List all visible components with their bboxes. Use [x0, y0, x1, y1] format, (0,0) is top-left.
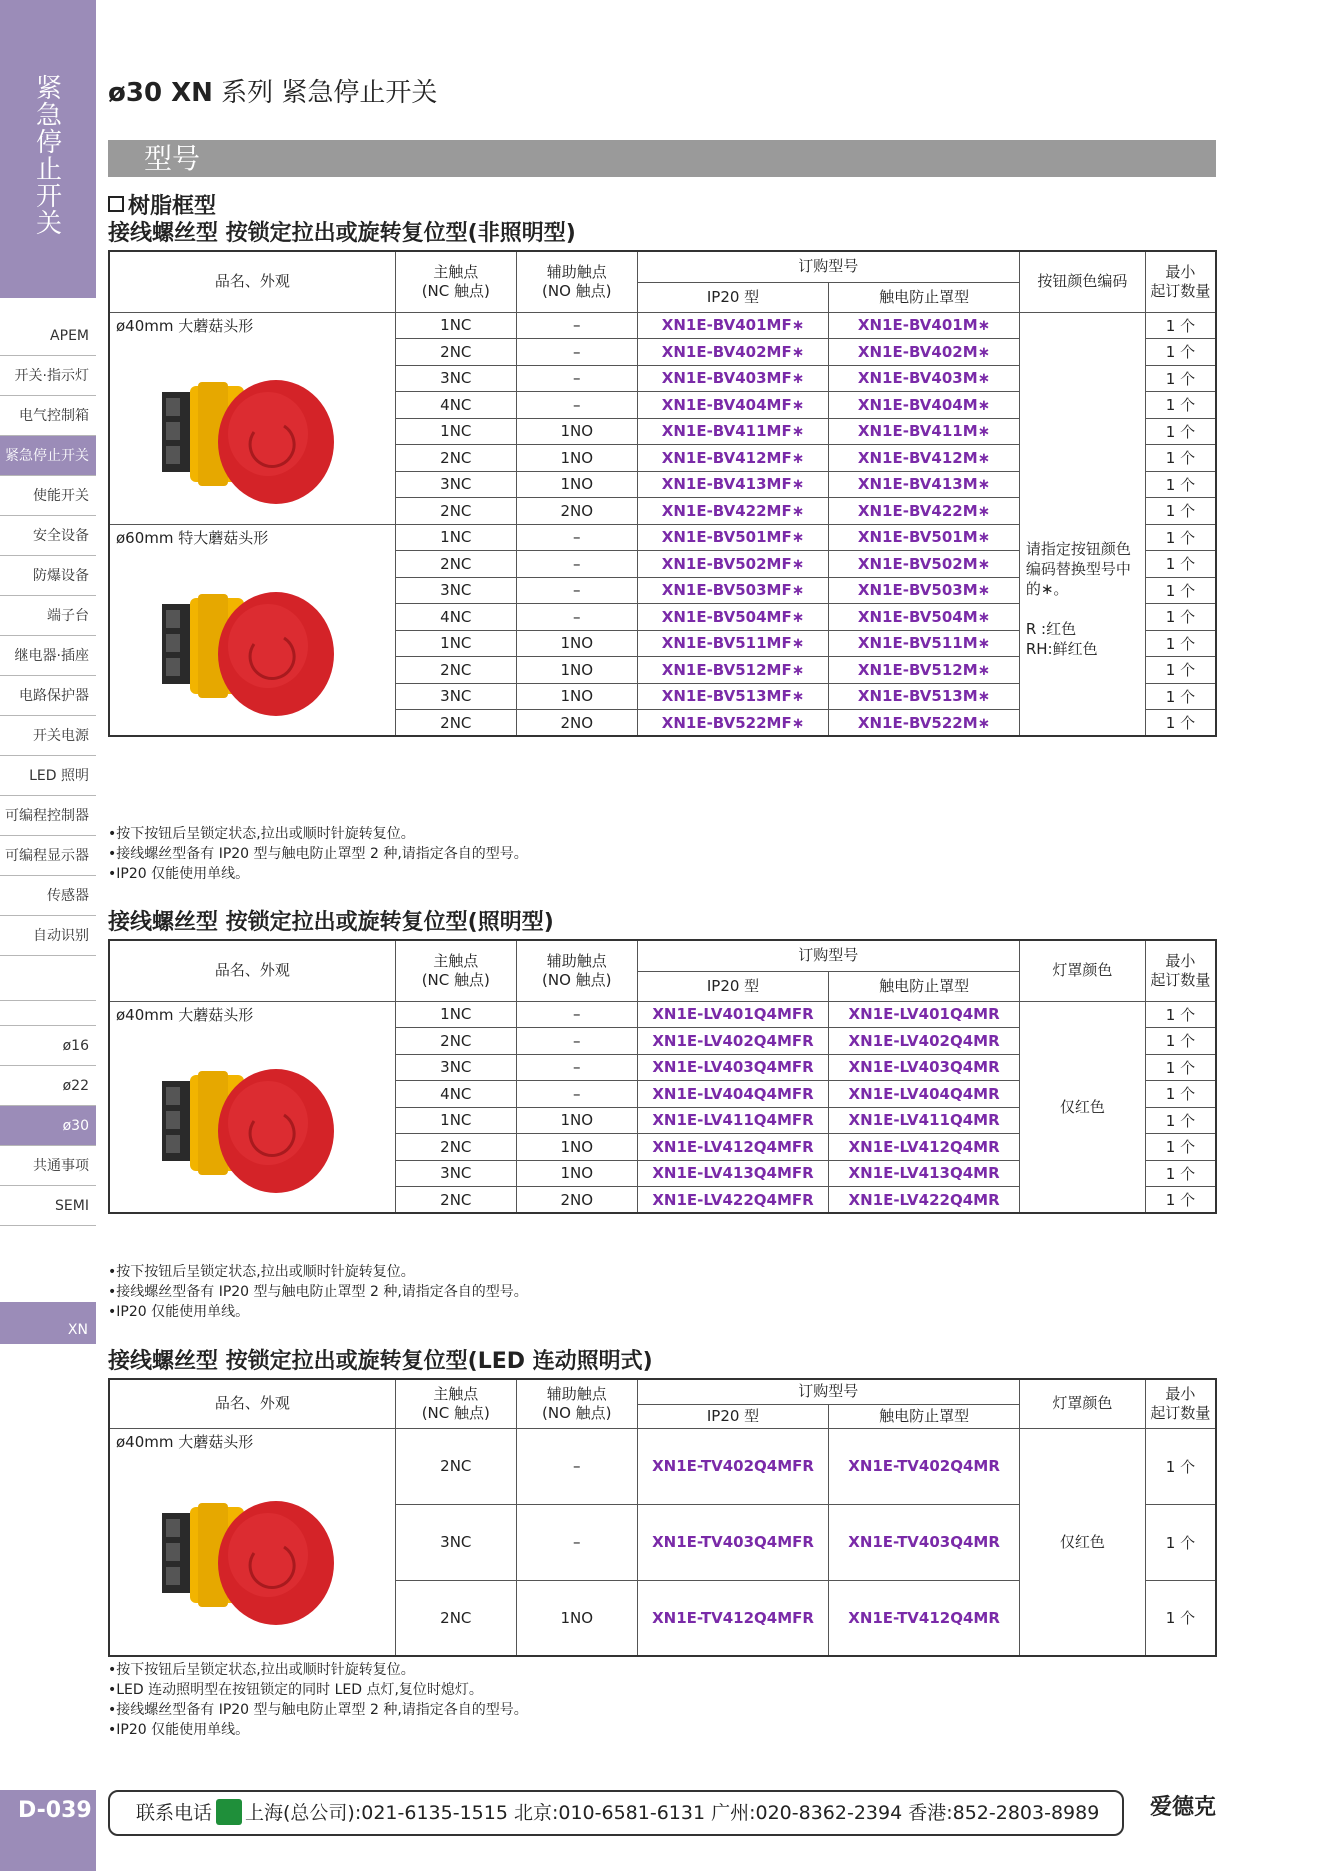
guard-model-cell[interactable]: XN1E-BV511M∗ [829, 630, 1020, 657]
ip20-model-cell[interactable]: XN1E-BV412MF∗ [637, 445, 829, 472]
min-qty-cell: 1 个 [1145, 710, 1216, 737]
table2 [108, 939, 1217, 1214]
sidebar-sub-item[interactable]: SEMI [0, 1186, 96, 1226]
aux-contact-cell: 1NO [516, 630, 637, 657]
main-contact-cell: 4NC [395, 1081, 516, 1108]
note-line: •接线螺丝型备有 IP20 型与触电防止罩型 2 种,请指定各自的型号。 [108, 846, 528, 862]
main-contact-cell: 3NC [395, 365, 516, 392]
guard-model-cell[interactable]: XN1E-BV501M∗ [829, 524, 1020, 551]
min-qty-cell: 1 个 [1145, 1580, 1216, 1656]
subsection-label: 树脂框型 [128, 194, 217, 219]
ip20-model-cell[interactable]: XN1E-BV411MF∗ [637, 418, 829, 445]
aux-contact-cell: – [516, 524, 637, 551]
title-bold: ø30 XN [108, 78, 213, 108]
min-qty-cell: 1 个 [1145, 577, 1216, 604]
color-rh: RH:鲜红色 [1025, 639, 1098, 658]
aux-contact-cell: – [516, 1428, 637, 1504]
min-qty-cell: 1 个 [1145, 445, 1216, 472]
sidebar-item[interactable]: 使能开关 [0, 476, 96, 516]
ip20-model-cell[interactable]: XN1E-TV402Q4MFR [637, 1428, 829, 1504]
note-line: •IP20 仅能使用单线。 [108, 866, 250, 882]
sidebar-item[interactable]: 端子台 [0, 596, 96, 636]
guard-model-cell[interactable]: XN1E-BV522M∗ [829, 710, 1020, 737]
min-qty-cell: 1 个 [1145, 392, 1216, 419]
min-qty-cell: 1 个 [1145, 339, 1216, 366]
guard-model-cell[interactable]: XN1E-BV503M∗ [829, 577, 1020, 604]
min-qty-cell: 1 个 [1145, 1107, 1216, 1134]
main-contact-cell: 4NC [395, 392, 516, 419]
main-contact-cell: 3NC [395, 1504, 516, 1580]
header-aux-contact: 辅助触点 (NO 触点) [516, 1379, 637, 1428]
note-line: •LED 连动照明型在按钮锁定的同时 LED 点灯,复位时熄灯。 [108, 1682, 483, 1698]
aux-contact-cell: 1NO [516, 657, 637, 684]
ip20-model-cell[interactable]: XN1E-BV511MF∗ [637, 630, 829, 657]
ip20-model-cell[interactable]: XN1E-BV422MF∗ [637, 498, 829, 525]
ip20-model-cell[interactable]: XN1E-BV513MF∗ [637, 683, 829, 710]
product-name: ø40mm 大蘑菇头形 [116, 316, 254, 335]
ip20-model-cell[interactable]: XN1E-BV522MF∗ [637, 710, 829, 737]
sidebar-item[interactable]: 传感器 [0, 876, 96, 916]
aux-contact-cell: 1NO [516, 1134, 637, 1161]
min-qty-cell: 1 个 [1145, 1001, 1216, 1028]
series-tag: XN [0, 1302, 96, 1344]
emergency-stop-switch-image [158, 362, 338, 512]
table3-heading: 接线螺丝型 按锁定拉出或旋转复位型(LED 连动照明式) [108, 1349, 653, 1374]
emergency-stop-switch-image [158, 1051, 338, 1201]
ip20-model-cell[interactable]: XN1E-LV422Q4MFR [637, 1187, 829, 1214]
header-name: 品名、外观 [109, 1379, 395, 1428]
product-name-cell [109, 1428, 395, 1656]
header-min-qty: 最小 起订数量 [1145, 1379, 1216, 1428]
aux-contact-cell: – [516, 392, 637, 419]
product-name: ø40mm 大蘑菇头形 [116, 1005, 254, 1024]
table1 [108, 250, 1217, 737]
contact-footer [108, 1790, 1124, 1836]
ip20-model-cell[interactable]: XN1E-TV403Q4MFR [637, 1504, 829, 1580]
main-contact-cell: 2NC [395, 445, 516, 472]
header-order-no: 订购型号 [637, 940, 1019, 971]
aux-contact-cell: 1NO [516, 1580, 637, 1656]
ip20-model-cell[interactable]: XN1E-LV403Q4MFR [637, 1054, 829, 1081]
product-name: ø40mm 大蘑菇头形 [116, 1432, 254, 1451]
sidebar-item-active[interactable]: 紧急停止开关 [0, 436, 96, 476]
guard-model-cell[interactable]: XN1E-LV402Q4MR [829, 1028, 1020, 1055]
table1-heading: 接线螺丝型 按锁定拉出或旋转复位型(非照明型) [108, 221, 576, 246]
product-name-cell [109, 1001, 395, 1213]
aux-contact-cell: 2NO [516, 710, 637, 737]
aux-contact-cell: 1NO [516, 1160, 637, 1187]
sidebar-divider [0, 1001, 96, 1026]
main-contact-cell: 2NC [395, 1028, 516, 1055]
aux-contact-cell: – [516, 1001, 637, 1028]
header-guard: 触电防止罩型 [829, 282, 1020, 312]
table1-notes [108, 824, 528, 884]
note-line: •按下按钮后呈锁定状态,拉出或顺时针旋转复位。 [108, 826, 415, 842]
header-order-no: 订购型号 [637, 251, 1019, 282]
header-min-qty: 最小 起订数量 [1145, 940, 1216, 1001]
color-code-note [1019, 312, 1145, 736]
main-contact-cell: 2NC [395, 710, 516, 737]
min-qty-cell: 1 个 [1145, 471, 1216, 498]
ip20-model-cell[interactable]: XN1E-TV412Q4MFR [637, 1580, 829, 1656]
guard-model-cell[interactable]: XN1E-LV411Q4MR [829, 1107, 1020, 1134]
guard-model-cell[interactable]: XN1E-BV413M∗ [829, 471, 1020, 498]
ip20-model-cell[interactable]: XN1E-LV402Q4MFR [637, 1028, 829, 1055]
header-aux-contact: 辅助触点 (NO 触点) [516, 251, 637, 312]
guard-model-cell[interactable]: XN1E-TV403Q4MR [829, 1504, 1020, 1580]
page-title [108, 72, 437, 109]
main-contact-cell: 2NC [395, 498, 516, 525]
ip20-model-cell[interactable]: XN1E-LV412Q4MFR [637, 1134, 829, 1161]
min-qty-cell: 1 个 [1145, 524, 1216, 551]
main-contact-cell: 1NC [395, 312, 516, 339]
table-row [109, 1428, 1216, 1504]
header-guard: 触电防止罩型 [829, 971, 1020, 1001]
main-contact-cell: 2NC [395, 1187, 516, 1214]
page-number-tab [0, 1790, 96, 1871]
guard-model-cell[interactable]: XN1E-BV502M∗ [829, 551, 1020, 578]
sidebar-item[interactable]: 可编程控制器 [0, 796, 96, 836]
min-qty-cell: 1 个 [1145, 1187, 1216, 1214]
min-qty-cell: 1 个 [1145, 1028, 1216, 1055]
main-contact-cell: 3NC [395, 1160, 516, 1187]
aux-contact-cell: 1NO [516, 418, 637, 445]
table2-notes [108, 1262, 528, 1322]
lamp-color-cell: 仅红色 [1019, 1001, 1145, 1213]
ip20-model-cell[interactable]: XN1E-BV501MF∗ [637, 524, 829, 551]
aux-contact-cell: – [516, 1081, 637, 1108]
aux-contact-cell: – [516, 1504, 637, 1580]
note-line: •IP20 仅能使用单线。 [108, 1304, 250, 1320]
main-contact-cell: 2NC [395, 657, 516, 684]
header-lamp-color: 灯罩颜色 [1019, 940, 1145, 1001]
min-qty-cell: 1 个 [1145, 551, 1216, 578]
header-name: 品名、外观 [109, 251, 395, 312]
ip20-model-cell[interactable]: XN1E-BV512MF∗ [637, 657, 829, 684]
header-ip20: IP20 型 [637, 971, 829, 1001]
header-main-contact: 主触点 (NC 触点) [395, 1379, 516, 1428]
checkbox-square-icon [108, 196, 124, 212]
aux-contact-cell: – [516, 1028, 637, 1055]
header-guard: 触电防止罩型 [829, 1404, 1020, 1428]
main-contact-cell: 3NC [395, 683, 516, 710]
ip20-model-cell[interactable]: XN1E-BV413MF∗ [637, 471, 829, 498]
product-name: ø60mm 特大蘑菇头形 [116, 528, 269, 547]
aux-contact-cell: 1NO [516, 1107, 637, 1134]
ip20-model-cell[interactable]: XN1E-LV404Q4MFR [637, 1081, 829, 1108]
guard-model-cell[interactable]: XN1E-BV512M∗ [829, 657, 1020, 684]
min-qty-cell: 1 个 [1145, 312, 1216, 339]
sidebar-item[interactable]: 安全设备 [0, 516, 96, 556]
section-bar: 型号 [108, 140, 1216, 177]
min-qty-cell: 1 个 [1145, 1081, 1216, 1108]
aux-contact-cell: 1NO [516, 471, 637, 498]
product-name-cell [109, 312, 395, 524]
aux-contact-cell: – [516, 339, 637, 366]
sidebar-item[interactable]: 电气控制箱 [0, 396, 96, 436]
brand-logo: 爱德克 [1150, 1795, 1217, 1820]
header-lamp-color: 灯罩颜色 [1019, 1379, 1145, 1428]
sidebar-sub-item[interactable]: 共通事项 [0, 1146, 96, 1186]
guard-model-cell[interactable]: XN1E-LV422Q4MR [829, 1187, 1020, 1214]
aux-contact-cell: 2NO [516, 498, 637, 525]
lamp-color-cell: 仅红色 [1019, 1428, 1145, 1656]
table3-notes [108, 1660, 528, 1740]
guard-model-cell[interactable]: XN1E-BV411M∗ [829, 418, 1020, 445]
min-qty-cell: 1 个 [1145, 1428, 1216, 1504]
ip20-model-cell[interactable]: XN1E-LV413Q4MFR [637, 1160, 829, 1187]
table3 [108, 1378, 1217, 1657]
sidebar-sub-item[interactable]: ø16 [0, 1026, 96, 1066]
note-line: •接线螺丝型备有 IP20 型与触电防止罩型 2 种,请指定各自的型号。 [108, 1702, 528, 1718]
ip20-model-cell[interactable]: XN1E-BV502MF∗ [637, 551, 829, 578]
aux-contact-cell: – [516, 577, 637, 604]
header-color-code: 按钮颜色编码 [1019, 251, 1145, 312]
main-contact-cell: 1NC [395, 418, 516, 445]
sidebar-nav [0, 316, 96, 1226]
color-note-text: 请指定按钮颜色编码替换型号中的∗。 [1025, 539, 1131, 598]
main-contact-cell: 3NC [395, 577, 516, 604]
main-contact-cell: 3NC [395, 1054, 516, 1081]
phone-icon [216, 1799, 242, 1825]
ip20-model-cell[interactable]: XN1E-BV401MF∗ [637, 312, 829, 339]
contact-label: 联系电话 [136, 1802, 213, 1824]
aux-contact-cell: 2NO [516, 1187, 637, 1214]
main-contact-cell: 1NC [395, 630, 516, 657]
main-contact-cell: 4NC [395, 604, 516, 631]
min-qty-cell: 1 个 [1145, 683, 1216, 710]
sidebar-item[interactable]: 开关·指示灯 [0, 356, 96, 396]
guard-model-cell[interactable]: XN1E-LV404Q4MR [829, 1081, 1020, 1108]
guard-model-cell[interactable]: XN1E-BV504M∗ [829, 604, 1020, 631]
min-qty-cell: 1 个 [1145, 1054, 1216, 1081]
page-number: D-039 [18, 1798, 92, 1823]
note-line: •接线螺丝型备有 IP20 型与触电防止罩型 2 种,请指定各自的型号。 [108, 1284, 528, 1300]
sidebar-item[interactable]: 防爆设备 [0, 556, 96, 596]
header-min-qty: 最小 起订数量 [1145, 251, 1216, 312]
header-main-contact: 主触点 (NC 触点) [395, 251, 516, 312]
min-qty-cell: 1 个 [1145, 498, 1216, 525]
sidebar-item[interactable]: APEM [0, 316, 96, 356]
min-qty-cell: 1 个 [1145, 418, 1216, 445]
ip20-model-cell[interactable]: XN1E-BV404MF∗ [637, 392, 829, 419]
main-contact-cell: 2NC [395, 551, 516, 578]
sidebar-item[interactable]: 自动识别 [0, 916, 96, 956]
min-qty-cell: 1 个 [1145, 1134, 1216, 1161]
main-contact-cell: 2NC [395, 1134, 516, 1161]
ip20-model-cell[interactable]: XN1E-BV402MF∗ [637, 339, 829, 366]
sidebar-item[interactable]: 电路保护器 [0, 676, 96, 716]
aux-contact-cell: – [516, 365, 637, 392]
guard-model-cell[interactable]: XN1E-BV401M∗ [829, 312, 1020, 339]
sidebar-divider [0, 956, 96, 1001]
guard-model-cell[interactable]: XN1E-BV402M∗ [829, 339, 1020, 366]
sidebar-item[interactable]: 继电器·插座 [0, 636, 96, 676]
sidebar [0, 0, 96, 1871]
emergency-stop-switch-image [158, 574, 338, 724]
min-qty-cell: 1 个 [1145, 604, 1216, 631]
min-qty-cell: 1 个 [1145, 630, 1216, 657]
guard-model-cell[interactable]: XN1E-LV403Q4MR [829, 1054, 1020, 1081]
table-row [109, 1001, 1216, 1028]
sidebar-item[interactable]: 可编程显示器 [0, 836, 96, 876]
aux-contact-cell: – [516, 551, 637, 578]
sidebar-item[interactable]: LED 照明 [0, 756, 96, 796]
table-row [109, 312, 1216, 339]
min-qty-cell: 1 个 [1145, 1504, 1216, 1580]
guard-model-cell[interactable]: XN1E-BV513M∗ [829, 683, 1020, 710]
ip20-model-cell[interactable]: XN1E-LV401Q4MFR [637, 1001, 829, 1028]
aux-contact-cell: 1NO [516, 445, 637, 472]
guard-model-cell[interactable]: XN1E-TV412Q4MR [829, 1580, 1020, 1656]
guard-model-cell[interactable]: XN1E-BV403M∗ [829, 365, 1020, 392]
ip20-model-cell[interactable]: XN1E-LV411Q4MFR [637, 1107, 829, 1134]
guard-model-cell[interactable]: XN1E-TV402Q4MR [829, 1428, 1020, 1504]
aux-contact-cell: 1NO [516, 683, 637, 710]
guard-model-cell[interactable]: XN1E-BV422M∗ [829, 498, 1020, 525]
color-r: R :红色 [1025, 619, 1077, 638]
header-order-no: 订购型号 [637, 1379, 1019, 1404]
min-qty-cell: 1 个 [1145, 657, 1216, 684]
min-qty-cell: 1 个 [1145, 365, 1216, 392]
main-contact-cell: 2NC [395, 339, 516, 366]
aux-contact-cell: – [516, 312, 637, 339]
main-contact-cell: 1NC [395, 524, 516, 551]
guard-model-cell[interactable]: XN1E-LV413Q4MR [829, 1160, 1020, 1187]
title-rest: 系列 紧急停止开关 [212, 78, 438, 108]
note-line: •按下按钮后呈锁定状态,拉出或顺时针旋转复位。 [108, 1264, 415, 1280]
sidebar-sub-item-active[interactable]: ø30 [0, 1106, 96, 1146]
category-tab[interactable] [0, 0, 96, 298]
header-aux-contact: 辅助触点 (NO 触点) [516, 940, 637, 1001]
min-qty-cell: 1 个 [1145, 1160, 1216, 1187]
header-name: 品名、外观 [109, 940, 395, 1001]
aux-contact-cell: – [516, 1054, 637, 1081]
main-contact-cell: 3NC [395, 471, 516, 498]
main-contact-cell: 2NC [395, 1428, 516, 1504]
guard-model-cell[interactable]: XN1E-LV401Q4MR [829, 1001, 1020, 1028]
main-contact-cell: 1NC [395, 1107, 516, 1134]
note-line: •按下按钮后呈锁定状态,拉出或顺时针旋转复位。 [108, 1662, 415, 1678]
header-ip20: IP20 型 [637, 282, 829, 312]
emergency-stop-switch-image [158, 1478, 338, 1638]
ip20-model-cell[interactable]: XN1E-BV504MF∗ [637, 604, 829, 631]
ip20-model-cell[interactable]: XN1E-BV503MF∗ [637, 577, 829, 604]
guard-model-cell[interactable]: XN1E-LV412Q4MR [829, 1134, 1020, 1161]
header-main-contact: 主触点 (NC 触点) [395, 940, 516, 1001]
guard-model-cell[interactable]: XN1E-BV404M∗ [829, 392, 1020, 419]
guard-model-cell[interactable]: XN1E-BV412M∗ [829, 445, 1020, 472]
table2-heading: 接线螺丝型 按锁定拉出或旋转复位型(照明型) [108, 910, 554, 935]
sidebar-sub-item[interactable]: ø22 [0, 1066, 96, 1106]
main-contact-cell: 2NC [395, 1580, 516, 1656]
category-label: 紧急停止开关 [35, 74, 62, 239]
ip20-model-cell[interactable]: XN1E-BV403MF∗ [637, 365, 829, 392]
note-line: •IP20 仅能使用单线。 [108, 1722, 250, 1738]
contact-numbers: 上海(总公司):021-6135-1515 北京:010-6581-6131 广州:020-8362-2394 香港:852-2803-8989 [245, 1802, 1100, 1824]
header-ip20: IP20 型 [637, 1404, 829, 1428]
aux-contact-cell: – [516, 604, 637, 631]
sidebar-item[interactable]: 开关电源 [0, 716, 96, 756]
product-name-cell [109, 524, 395, 736]
main-contact-cell: 1NC [395, 1001, 516, 1028]
